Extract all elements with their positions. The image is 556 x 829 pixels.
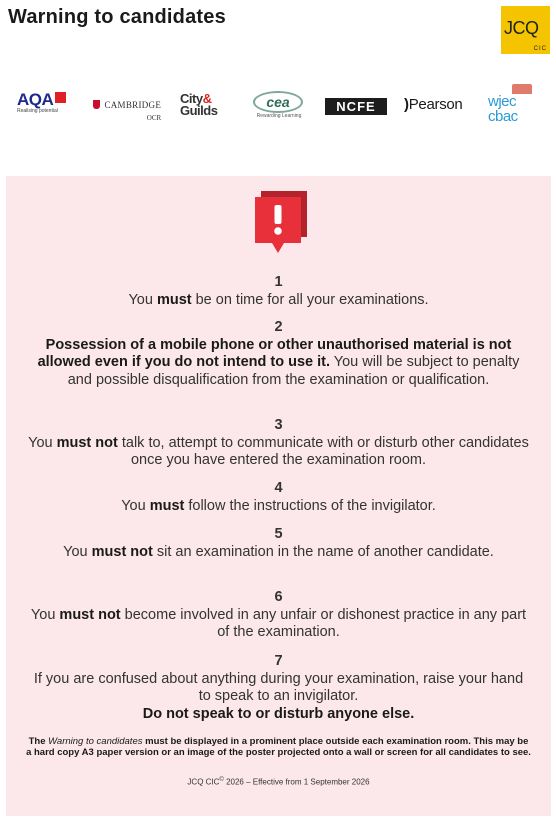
display-note-italic: Warning to candidates (48, 736, 143, 747)
rule-text: sit an examination in the name of another candidate. (152, 543, 494, 560)
rule-emphasis: must not (91, 543, 153, 560)
cambridge-logo-text: CAMBRIDGE (104, 99, 162, 110)
warning-speech-bubble-icon (255, 191, 307, 254)
rule-emphasis: Possession of a mobile phone or other unauthorised material is not allowed even if you do not intend to use it. (37, 336, 512, 370)
ocr-logo-text: OCR (146, 114, 162, 122)
pearson-logo-text: Pearson (408, 96, 463, 113)
aqa-logo-text: AQA (17, 90, 54, 109)
rule-text: You (30, 606, 60, 623)
rule-5 (26, 526, 531, 561)
city-guilds-line1: City (180, 91, 203, 106)
rule-4 (26, 480, 531, 515)
pearson-mark-icon: ) (404, 96, 409, 113)
display-note-text: The (28, 736, 49, 747)
page-title: Warning to candidates (8, 6, 226, 28)
rule-text: You (128, 291, 157, 308)
city-guilds-amp: & (202, 91, 212, 106)
rule-number: 3 (274, 417, 283, 433)
jcq-logo (501, 6, 550, 54)
aqa-mark-icon (55, 92, 66, 103)
awarding-body-logos (0, 82, 556, 130)
rule-emphasis: Do not speak to or disturb anyone else. (142, 705, 415, 722)
copyright-line (26, 777, 531, 787)
aqa-logo (17, 90, 66, 114)
aqa-tagline: Realising potential (17, 108, 58, 114)
pearson-logo (404, 96, 462, 113)
rule-number: 7 (274, 653, 283, 669)
wjec-cbac-logo (488, 84, 534, 124)
rule-text: You (63, 543, 92, 560)
rule-text: You (121, 497, 150, 514)
ncfe-logo: NCFE (325, 98, 387, 115)
city-guilds-logo (180, 93, 217, 117)
rule-emphasis: must (156, 291, 192, 308)
copyright-text: 2026 – Effective from 1 September 2026 (223, 777, 370, 787)
rule-text: You will be subject to penalty and possible disqualification from the examination or qualification. (67, 354, 520, 388)
rule-text: become involved in any unfair or dishonest practice in any part of the examination. (120, 606, 527, 640)
rule-2 (26, 319, 531, 389)
rule-3 (26, 417, 531, 470)
rules-panel (6, 176, 551, 816)
cbac-logo-text: cbac (488, 108, 518, 125)
wjec-logo-text: wjec (488, 93, 517, 110)
rule-1 (26, 274, 531, 309)
rule-emphasis: must (149, 497, 185, 514)
rule-number: 6 (274, 589, 283, 605)
rule-text: If you are confused about anything during your examination, raise your hand to speak to an invigilator. (33, 670, 524, 704)
rule-emphasis: must not (56, 434, 118, 451)
cea-logo (253, 91, 305, 125)
display-note-text: must be displayed in a prominent place outside each examination room. This may be a hard copy A3 paper version or an image of the poster projected onto a wall or screen for all candidates to see. (26, 736, 531, 758)
rule-text: be on time for all your examinations. (191, 291, 429, 308)
jcq-logo-text: JCQ (504, 18, 539, 38)
cambridge-shield-icon (93, 100, 100, 109)
copyright-symbol: © (219, 777, 224, 783)
rule-number: 2 (274, 319, 283, 335)
rule-text: talk to, attempt to communicate with or disturb other candidates once you have entered the examination room. (117, 434, 529, 468)
rule-number: 1 (274, 274, 283, 290)
jcq-logo-sub: CIC (533, 46, 547, 52)
cea-logo-text: cea (253, 91, 303, 113)
rule-emphasis: must not (59, 606, 121, 623)
rule-7 (26, 653, 531, 723)
city-guilds-line2: Guilds (180, 103, 218, 118)
display-note (26, 736, 531, 758)
rule-number: 5 (274, 526, 283, 542)
rule-6 (26, 589, 531, 642)
cea-tagline: Rewarding Learning (256, 113, 302, 119)
rule-number: 4 (274, 480, 283, 496)
rule-text: follow the instructions of the invigilator. (184, 497, 436, 514)
copyright-text: JCQ CIC (187, 777, 220, 787)
cambridge-ocr-logo (93, 96, 161, 122)
rule-text: You (28, 434, 57, 451)
